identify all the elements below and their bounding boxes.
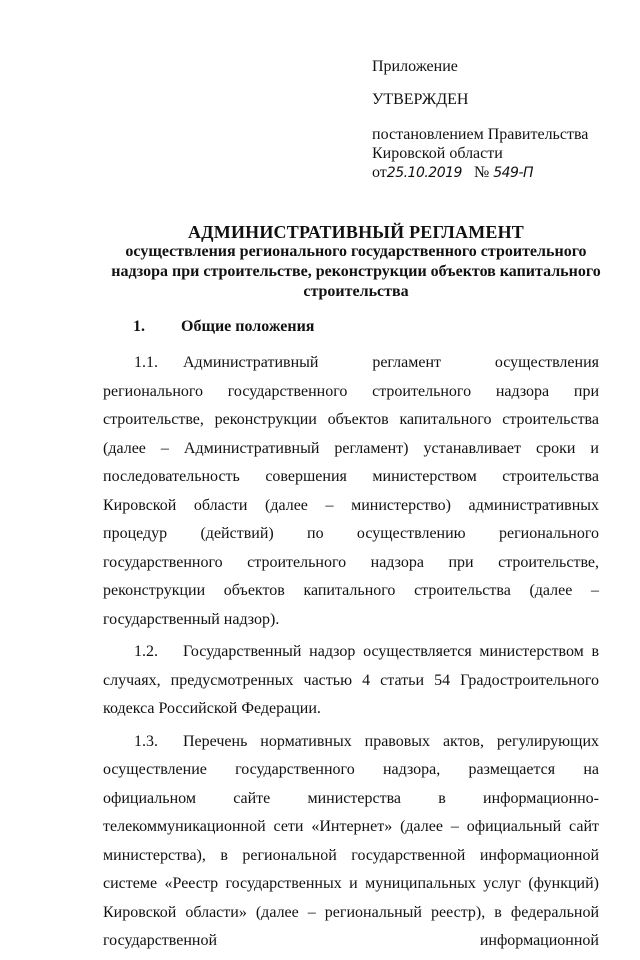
section-number: 1. — [133, 318, 145, 335]
document-subtitle: осуществления регионального государственного строительного надзора при строительстве, реконструкции объектов капитального строительства — [111, 243, 601, 300]
paragraph — [103, 638, 599, 724]
paragraph-text: Перечень нормативных правовых актов, регулирующих осуществление государственного надзора, размещается на официальном сайте министерства в информационно-телекоммуникационной сети «Интернет» (далее – официальный сайт министерства), в региональной государственной информационной системе «Реестр государственных и муниципальных услуг (функций) Кировской области» (далее – региональный реестр), в федеральной государственной информационной — [103, 732, 599, 949]
paragraph-text: Административный регламент осуществления регионального государственного строительного надзора при строительстве, реконструкции объектов капитального строительства (далее – Административный регламент) устанавливает сроки и последовательность совершения министерством строительства Кировской области (далее – министерство) административных процедур (действий) по осуществлению регионального государственного строительного надзора при строительстве, реконструкции объектов капитального строительства (далее – государственный надзор). — [103, 354, 599, 628]
paragraph — [103, 349, 599, 634]
paragraph-number: 1.1. — [134, 354, 158, 371]
paragraph — [103, 728, 599, 956]
date-prefix: от — [372, 164, 387, 181]
section-heading — [133, 317, 314, 337]
section-title: Общие положения — [181, 318, 315, 335]
approval-stamp-block — [372, 57, 622, 183]
number-prefix: № — [473, 164, 490, 181]
document-title-block — [96, 222, 616, 302]
approved-by-line-1: постановлением Правительства — [372, 126, 589, 143]
approved-label: УТВЕРЖДЕН — [372, 91, 469, 108]
paragraph-number: 1.2. — [134, 643, 158, 660]
approval-date-line — [372, 163, 622, 183]
handwritten-number: 549-П — [493, 165, 534, 181]
appendix-label: Приложение — [372, 58, 458, 75]
document-body — [103, 349, 599, 960]
approved-by-line-2: Кировской области — [372, 145, 503, 162]
handwritten-date: 25.10.2019 — [386, 165, 462, 181]
document-title: АДМИНИСТРАТИВНЫЙ РЕГЛАМЕНТ — [187, 222, 525, 242]
paragraph-number: 1.3. — [134, 732, 158, 750]
paragraph-text: Государственный надзор осуществляется министерством в случаях, предусмотренных частью 4 статьи 54 Градостроительного кодекса Российской Федерации. — [103, 643, 599, 717]
